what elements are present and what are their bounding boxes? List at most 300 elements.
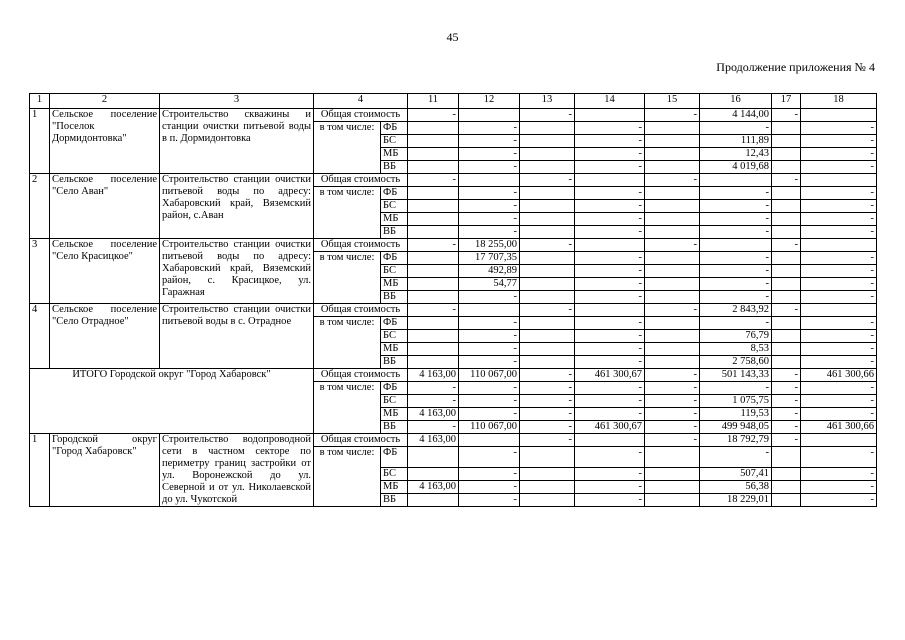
value-cell [645,291,700,304]
value-cell: - [408,239,459,252]
value-cell [408,447,459,468]
municipality-name: Сельское поселение "Поселок Дормидонтовка" [50,109,160,174]
value-cell: 501 143,33 [700,369,772,382]
project-description: Строительство скважины и станции очистки питьевой воды в п. Дормидонтовка [160,109,314,174]
value-cell: - [459,291,520,304]
value-cell [801,239,877,252]
value-cell [772,468,801,481]
value-cell: - [645,421,700,434]
value-cell [575,304,645,317]
value-cell [645,265,700,278]
value-cell [408,317,459,330]
value-cell: 18 792,79 [700,434,772,447]
value-cell [645,317,700,330]
funding-source-label: ФБ [381,317,408,330]
funding-source-label: МБ [381,343,408,356]
column-header: 18 [801,94,877,109]
value-cell [520,343,575,356]
row-number: 1 [30,109,50,174]
value-cell: - [801,148,877,161]
row-number: 3 [30,239,50,304]
column-header: 17 [772,94,801,109]
table-row [30,434,877,447]
value-cell: - [700,213,772,226]
value-cell [772,291,801,304]
value-cell [520,213,575,226]
value-cell: - [801,494,877,507]
total-cost-label: Общая стоимость [314,174,408,187]
value-cell [645,135,700,148]
value-cell: - [645,174,700,187]
value-cell: 461 300,66 [801,369,877,382]
column-header: 3 [160,94,314,109]
value-cell: - [520,239,575,252]
value-cell: - [575,122,645,135]
value-cell: 119,53 [700,408,772,421]
funding-source-label: ВБ [381,494,408,507]
including-label: в том числе: [314,187,381,239]
table-row [30,109,877,122]
value-cell: - [520,395,575,408]
value-cell: - [645,109,700,122]
value-cell [520,317,575,330]
value-cell [700,174,772,187]
value-cell [520,291,575,304]
value-cell: 4 163,00 [408,481,459,494]
municipality-name: Сельское поселение "Село Отрадное" [50,304,160,369]
value-cell [772,213,801,226]
value-cell [408,278,459,291]
value-cell: - [772,369,801,382]
project-description: Строительство станции очистки питьевой воды по адресу: Хабаровский край, Вяземский район, с.Аван [160,174,314,239]
header-row [30,94,877,109]
value-cell: 110 067,00 [459,369,520,382]
value-cell [772,200,801,213]
value-cell [772,122,801,135]
value-cell [645,468,700,481]
including-label: в том числе: [314,122,381,174]
value-cell [575,174,645,187]
value-cell [772,278,801,291]
value-cell: - [459,226,520,239]
value-cell: - [645,369,700,382]
funding-source-label: МБ [381,278,408,291]
value-cell [645,343,700,356]
value-cell [408,135,459,148]
value-cell: - [520,304,575,317]
value-cell: 110 067,00 [459,421,520,434]
value-cell [772,187,801,200]
project-description: Строительство водопроводной сети в частном секторе по периметру границ застройки от ул. Воронежской до ул. Северной и от ул. Николаевской до ул. Чукотской [160,434,314,507]
funding-source-label: ФБ [381,122,408,135]
funding-source-label: БС [381,395,408,408]
funding-source-label: ВБ [381,161,408,174]
value-cell: 461 300,67 [575,369,645,382]
value-cell: - [700,265,772,278]
value-cell [520,265,575,278]
value-cell: - [772,382,801,395]
value-cell: 507,41 [700,468,772,481]
value-cell: - [801,161,877,174]
value-cell: - [700,187,772,200]
table-row [30,239,877,252]
column-header: 12 [459,94,520,109]
value-cell: - [459,148,520,161]
total-cost-label: Общая стоимость [314,369,408,382]
value-cell [408,494,459,507]
including-label: в том числе: [314,447,381,507]
value-cell: - [645,239,700,252]
column-header: 1 [30,94,50,109]
value-cell: - [459,187,520,200]
value-cell [772,447,801,468]
value-cell: - [520,408,575,421]
funding-source-label: БС [381,330,408,343]
including-label: в том числе: [314,317,381,369]
value-cell: - [459,447,520,468]
value-cell [520,278,575,291]
value-cell: - [575,382,645,395]
value-cell: - [700,291,772,304]
row-number: 2 [30,174,50,239]
value-cell: - [645,434,700,447]
value-cell: - [801,481,877,494]
value-cell: - [645,395,700,408]
value-cell: 12,43 [700,148,772,161]
value-cell [520,200,575,213]
value-cell [772,252,801,265]
value-cell [645,226,700,239]
value-cell: - [575,317,645,330]
value-cell: - [700,447,772,468]
row-number: 4 [30,304,50,369]
value-cell: 4 163,00 [408,369,459,382]
value-cell: 492,89 [459,265,520,278]
value-cell [408,213,459,226]
value-cell [772,226,801,239]
value-cell [772,343,801,356]
value-cell: - [645,304,700,317]
value-cell: - [575,408,645,421]
value-cell [408,330,459,343]
value-cell: - [575,148,645,161]
value-cell: - [459,161,520,174]
value-cell: 461 300,67 [575,421,645,434]
value-cell [772,481,801,494]
funding-source-label: БС [381,265,408,278]
value-cell: - [575,494,645,507]
funding-source-label: ФБ [381,447,408,468]
value-cell: - [408,174,459,187]
value-cell [408,291,459,304]
value-cell: - [575,200,645,213]
value-cell [520,481,575,494]
page-number: 45 [446,30,459,44]
funding-source-label: ФБ [381,252,408,265]
value-cell: - [575,395,645,408]
value-cell [408,356,459,369]
value-cell: 461 300,66 [801,421,877,434]
funding-source-label: БС [381,468,408,481]
value-cell: - [459,317,520,330]
funding-source-label: ВБ [381,291,408,304]
total-label: ИТОГО Городской округ "Город Хабаровск" [30,369,314,434]
value-cell [801,304,877,317]
total-cost-label: Общая стоимость [314,434,408,447]
value-cell: 56,38 [700,481,772,494]
value-cell [772,330,801,343]
value-cell: - [801,278,877,291]
value-cell [645,330,700,343]
funding-source-label: ВБ [381,421,408,434]
value-cell: - [408,395,459,408]
value-cell: 8,53 [700,343,772,356]
including-label: в том числе: [314,382,381,434]
value-cell [408,187,459,200]
value-cell: - [700,226,772,239]
value-cell: - [772,408,801,421]
value-cell [408,252,459,265]
value-cell: - [801,395,877,408]
value-cell: - [459,213,520,226]
value-cell [801,174,877,187]
value-cell [645,356,700,369]
value-cell: - [801,356,877,369]
value-cell [408,148,459,161]
value-cell: - [801,213,877,226]
value-cell: - [801,408,877,421]
total-cost-label: Общая стоимость [314,304,408,317]
value-cell: 4 163,00 [408,408,459,421]
value-cell: - [772,239,801,252]
value-cell: - [700,252,772,265]
value-cell [408,265,459,278]
value-cell [801,109,877,122]
value-cell: - [459,395,520,408]
value-cell [520,494,575,507]
value-cell: - [575,356,645,369]
funding-source-label: ФБ [381,187,408,200]
funding-source-label: БС [381,200,408,213]
value-cell: - [772,174,801,187]
value-cell: - [520,369,575,382]
value-cell: - [575,291,645,304]
value-cell: - [459,408,520,421]
value-cell [408,122,459,135]
value-cell [520,330,575,343]
value-cell: - [575,468,645,481]
value-cell [408,200,459,213]
row-number: 1 [30,434,50,507]
including-label: в том числе: [314,252,381,304]
value-cell: 2 758,60 [700,356,772,369]
value-cell [575,434,645,447]
funding-source-label: ВБ [381,356,408,369]
value-cell [645,148,700,161]
value-cell: - [801,468,877,481]
value-cell: - [459,135,520,148]
value-cell [801,434,877,447]
value-cell: - [459,330,520,343]
value-cell: - [459,481,520,494]
value-cell [645,122,700,135]
column-header: 16 [700,94,772,109]
total-cost-label: Общая стоимость [314,239,408,252]
value-cell: - [645,408,700,421]
project-description: Строительство станции очистки питьевой воды в с. Отрадное [160,304,314,369]
funding-source-label: МБ [381,408,408,421]
value-cell [459,109,520,122]
value-cell: - [459,343,520,356]
value-cell: - [801,265,877,278]
value-cell [408,226,459,239]
total-cost-label: Общая стоимость [314,109,408,122]
value-cell: - [575,343,645,356]
value-cell [645,278,700,291]
value-cell: - [772,304,801,317]
value-cell: - [801,200,877,213]
value-cell [459,434,520,447]
value-cell [520,468,575,481]
value-cell [459,304,520,317]
value-cell [645,200,700,213]
value-cell [645,447,700,468]
table-row [30,174,877,187]
value-cell: - [408,421,459,434]
value-cell: 4 163,00 [408,434,459,447]
value-cell: 499 948,05 [700,421,772,434]
value-cell: - [459,494,520,507]
value-cell: - [575,481,645,494]
value-cell: - [459,356,520,369]
value-cell [520,187,575,200]
municipality-name: Сельское поселение "Село Красицкое" [50,239,160,304]
value-cell: - [801,382,877,395]
value-cell [772,161,801,174]
value-cell: 4 019,68 [700,161,772,174]
column-header: 13 [520,94,575,109]
value-cell [520,356,575,369]
value-cell [645,252,700,265]
value-cell [408,468,459,481]
value-cell: - [575,447,645,468]
table-row [30,304,877,317]
value-cell [520,252,575,265]
value-cell [772,148,801,161]
value-cell [575,109,645,122]
value-cell [772,265,801,278]
value-cell [520,447,575,468]
appendix-table [29,93,877,507]
value-cell: - [801,135,877,148]
value-cell [645,187,700,200]
value-cell [575,239,645,252]
value-cell: - [520,382,575,395]
value-cell [772,135,801,148]
value-cell: - [801,291,877,304]
funding-source-label: ВБ [381,226,408,239]
value-cell: - [801,330,877,343]
value-cell: - [700,200,772,213]
value-cell: 54,77 [459,278,520,291]
value-cell: - [408,109,459,122]
value-cell: - [575,135,645,148]
value-cell: - [575,161,645,174]
column-header: 11 [408,94,459,109]
value-cell: - [408,382,459,395]
value-cell: 4 144,00 [700,109,772,122]
value-cell: - [459,200,520,213]
value-cell: - [459,122,520,135]
value-cell: 17 707,35 [459,252,520,265]
value-cell: - [575,278,645,291]
value-cell: 76,79 [700,330,772,343]
value-cell [459,174,520,187]
value-cell: - [700,278,772,291]
value-cell [645,481,700,494]
column-header: 2 [50,94,160,109]
value-cell: - [772,395,801,408]
value-cell: - [801,122,877,135]
value-cell: - [801,226,877,239]
value-cell: - [575,187,645,200]
funding-source-label: МБ [381,481,408,494]
value-cell [520,135,575,148]
value-cell: - [801,187,877,200]
value-cell: - [700,317,772,330]
funding-source-label: МБ [381,213,408,226]
value-cell [645,494,700,507]
value-cell [520,226,575,239]
value-cell: - [575,265,645,278]
value-cell [772,494,801,507]
value-cell [645,213,700,226]
value-cell: - [575,252,645,265]
value-cell: - [801,343,877,356]
funding-source-label: БС [381,135,408,148]
continuation-title: Продолжение приложения № 4 [716,60,875,74]
value-cell: - [772,421,801,434]
value-cell: - [645,382,700,395]
value-cell: - [700,382,772,395]
column-header: 15 [645,94,700,109]
column-header: 14 [575,94,645,109]
value-cell [520,161,575,174]
value-cell [772,356,801,369]
value-cell: - [575,226,645,239]
value-cell [700,239,772,252]
funding-source-label: МБ [381,148,408,161]
value-cell: - [801,447,877,468]
value-cell [408,343,459,356]
value-cell: - [459,382,520,395]
project-description: Строительство станции очистки питьевой воды по адресу: Хабаровский край, Вяземский район, с. Красицкое, ул. Гаражная [160,239,314,304]
value-cell: - [700,122,772,135]
value-cell: - [520,434,575,447]
table-row [30,369,877,382]
value-cell: - [801,317,877,330]
value-cell [408,161,459,174]
value-cell [772,317,801,330]
municipality-name: Городской округ "Город Хабаровск" [50,434,160,507]
value-cell [520,122,575,135]
value-cell: - [801,252,877,265]
value-cell: 18 229,01 [700,494,772,507]
value-cell: - [408,304,459,317]
value-cell: - [772,434,801,447]
funding-source-label: ФБ [381,382,408,395]
value-cell: - [575,330,645,343]
